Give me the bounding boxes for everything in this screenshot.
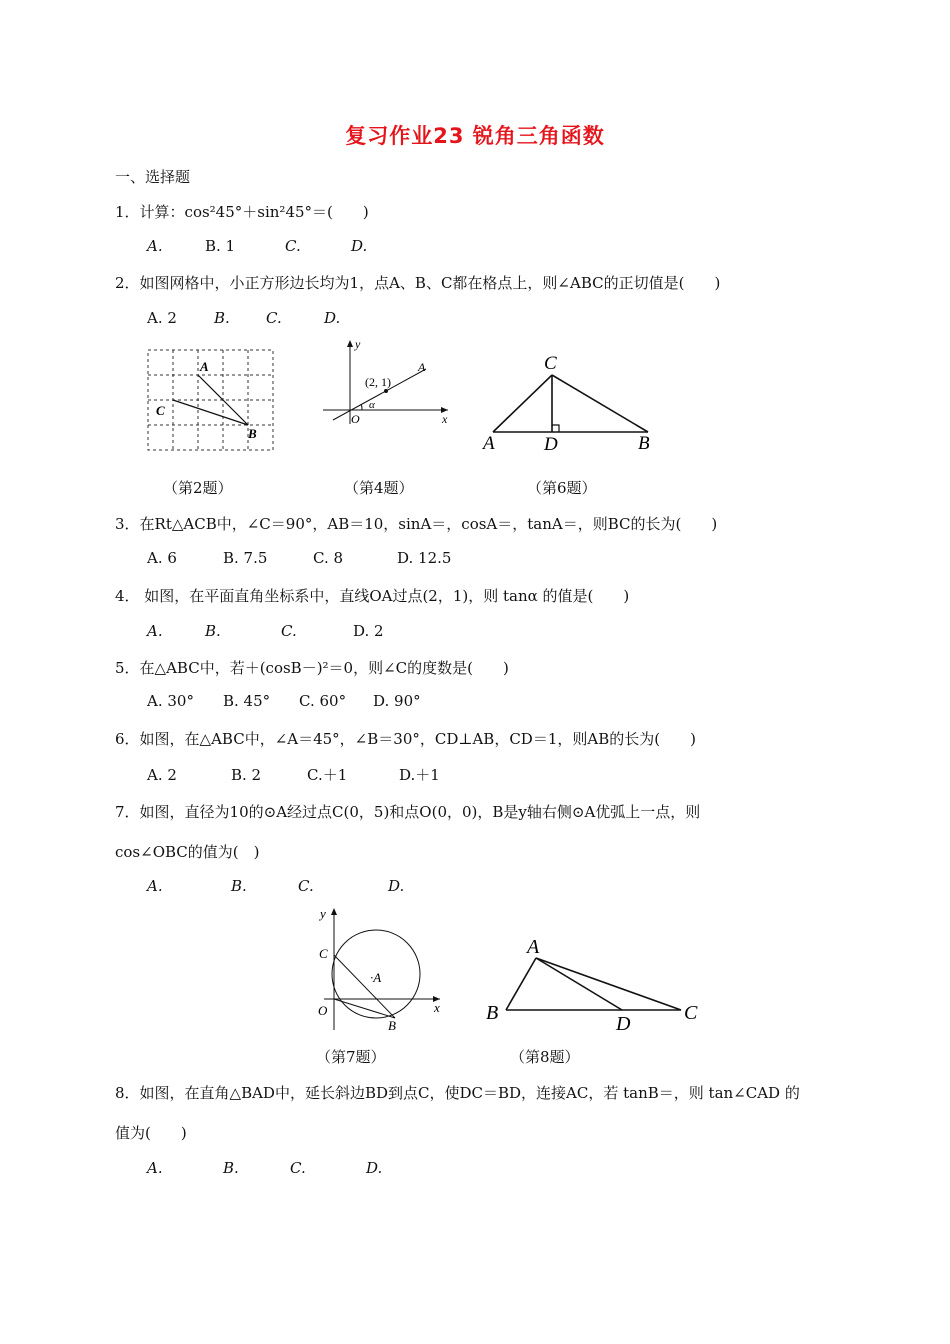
origin-label: O bbox=[318, 1003, 328, 1018]
y-axis-label: y bbox=[320, 906, 326, 921]
option-d: D. bbox=[366, 1159, 383, 1177]
option-b: B. 7.5 bbox=[223, 549, 268, 567]
option-d: D. bbox=[324, 309, 341, 327]
question-1-options bbox=[147, 237, 367, 255]
option-b: B. 45° bbox=[223, 692, 271, 710]
caption-fig-2: （第2题） bbox=[163, 479, 233, 497]
option-c: C. bbox=[298, 877, 314, 895]
option-b: B. bbox=[205, 622, 221, 640]
question-3: 3．在Rt△ACB中，∠C＝90°，AB＝10，sinA＝，cosA＝，tanA＝，则BC的长为( ) bbox=[115, 515, 718, 533]
question-4: 4． 如图，在平面直角坐标系中，直线OA过点(2，1)，则 tanα 的值是( ) bbox=[115, 587, 630, 605]
option-c: C. 60° bbox=[299, 692, 347, 710]
option-a: A. bbox=[147, 237, 163, 255]
option-b: B. bbox=[214, 309, 230, 327]
origin-label: O bbox=[351, 412, 360, 426]
question-6-options bbox=[147, 764, 440, 785]
option-c: C.＋1 bbox=[307, 766, 348, 784]
question-6: 6．如图，在△ABC中，∠A＝45°，∠B＝30°，CD⊥AB，CD＝1，则AB的长为( ) bbox=[115, 730, 696, 748]
question-3-options bbox=[147, 549, 451, 567]
label-a: A bbox=[527, 936, 540, 958]
label-b: B bbox=[486, 1002, 499, 1024]
figure-8-triangle bbox=[478, 928, 708, 1038]
point-label: (2, 1) bbox=[365, 375, 391, 389]
label-d: D bbox=[616, 1013, 631, 1035]
y-axis-label: y bbox=[355, 337, 361, 351]
question-5: 5．在△ABC中，若＋(cosB－)²＝0，则∠C的度数是( ) bbox=[115, 659, 509, 677]
question-1: 1．计算：cos²45°＋sin²45°＝( ) bbox=[115, 203, 369, 221]
option-c: C. bbox=[266, 309, 282, 327]
question-8-options bbox=[147, 1159, 382, 1177]
figure-4-coordinates bbox=[318, 336, 458, 431]
option-b: B. bbox=[223, 1159, 239, 1177]
label-a: A bbox=[483, 433, 495, 454]
option-c: C. bbox=[290, 1159, 306, 1177]
option-b: B. 1 bbox=[205, 237, 236, 255]
question-7-options bbox=[147, 877, 404, 895]
point-2-1 bbox=[384, 389, 388, 393]
label-c: C bbox=[684, 1002, 698, 1024]
option-b: B. bbox=[231, 877, 247, 895]
x-axis-label: x bbox=[434, 1000, 440, 1015]
figure-2-grid bbox=[140, 345, 280, 455]
option-a: A. 2 bbox=[147, 309, 177, 327]
option-c: C. 8 bbox=[313, 549, 344, 567]
option-a: A. 2 bbox=[147, 766, 177, 784]
y-axis-arrow bbox=[331, 908, 337, 915]
label-b: B bbox=[248, 426, 257, 441]
option-d: D. 12.5 bbox=[397, 549, 452, 567]
label-c: C bbox=[156, 403, 165, 418]
question-5-options bbox=[147, 692, 421, 710]
option-a: A. bbox=[147, 877, 163, 895]
option-d: D. bbox=[388, 877, 405, 895]
x-axis-label: x bbox=[442, 412, 448, 426]
question-4-options bbox=[147, 622, 384, 640]
option-a: A. bbox=[147, 1159, 163, 1177]
question-2-options bbox=[147, 309, 340, 327]
option-d: D. bbox=[351, 237, 368, 255]
page-title: 复习作业23 锐角三角函数 bbox=[345, 124, 605, 148]
section-heading: 一、选择题 bbox=[115, 168, 191, 186]
label-b: B bbox=[638, 433, 650, 454]
y-axis-arrow bbox=[347, 340, 353, 347]
option-c: C. bbox=[281, 622, 297, 640]
question-7-line-1: 7．如图，直径为10的⊙A经过点C(0，5)和点O(0，0)，B是y轴右侧⊙A优弧上一点，则 bbox=[115, 803, 701, 821]
caption-fig-6: （第6题） bbox=[527, 479, 597, 497]
option-b: B. 2 bbox=[231, 766, 262, 784]
option-c: C. bbox=[285, 237, 301, 255]
label-c: C bbox=[544, 353, 557, 374]
caption-fig-8: （第8题） bbox=[510, 1048, 580, 1066]
label-a: A bbox=[418, 360, 426, 374]
figure-6-triangle bbox=[478, 348, 658, 456]
alpha-label: α bbox=[369, 399, 375, 411]
label-d: D bbox=[544, 434, 558, 455]
figure-7-circle bbox=[310, 902, 445, 1037]
label-c: C bbox=[319, 946, 328, 961]
label-b: B bbox=[388, 1018, 396, 1033]
label-a: ·A bbox=[370, 970, 382, 985]
option-a: A. bbox=[147, 622, 163, 640]
option-a: A. 30° bbox=[147, 692, 194, 710]
option-d: D.＋1 bbox=[399, 766, 440, 784]
question-8-line-2: 值为( ) bbox=[115, 1124, 187, 1142]
caption-fig-4: （第4题） bbox=[344, 479, 414, 497]
question-7-line-2: cos∠OBC的值为( ) bbox=[115, 843, 260, 861]
question-8-line-1: 8．如图，在直角△BAD中，延长斜边BD到点C，使DC＝BD，连接AC，若 tanB＝，则 tan∠CAD 的 bbox=[115, 1084, 800, 1102]
question-2: 2．如图网格中，小正方形边长均为1，点A、B、C都在格点上，则∠ABC的正切值是( ) bbox=[115, 274, 721, 292]
option-d: D. 2 bbox=[353, 622, 384, 640]
option-a: A. 6 bbox=[147, 549, 177, 567]
caption-fig-7: （第7题） bbox=[316, 1048, 386, 1066]
label-a: A bbox=[200, 359, 209, 374]
option-d: D. 90° bbox=[373, 692, 421, 710]
